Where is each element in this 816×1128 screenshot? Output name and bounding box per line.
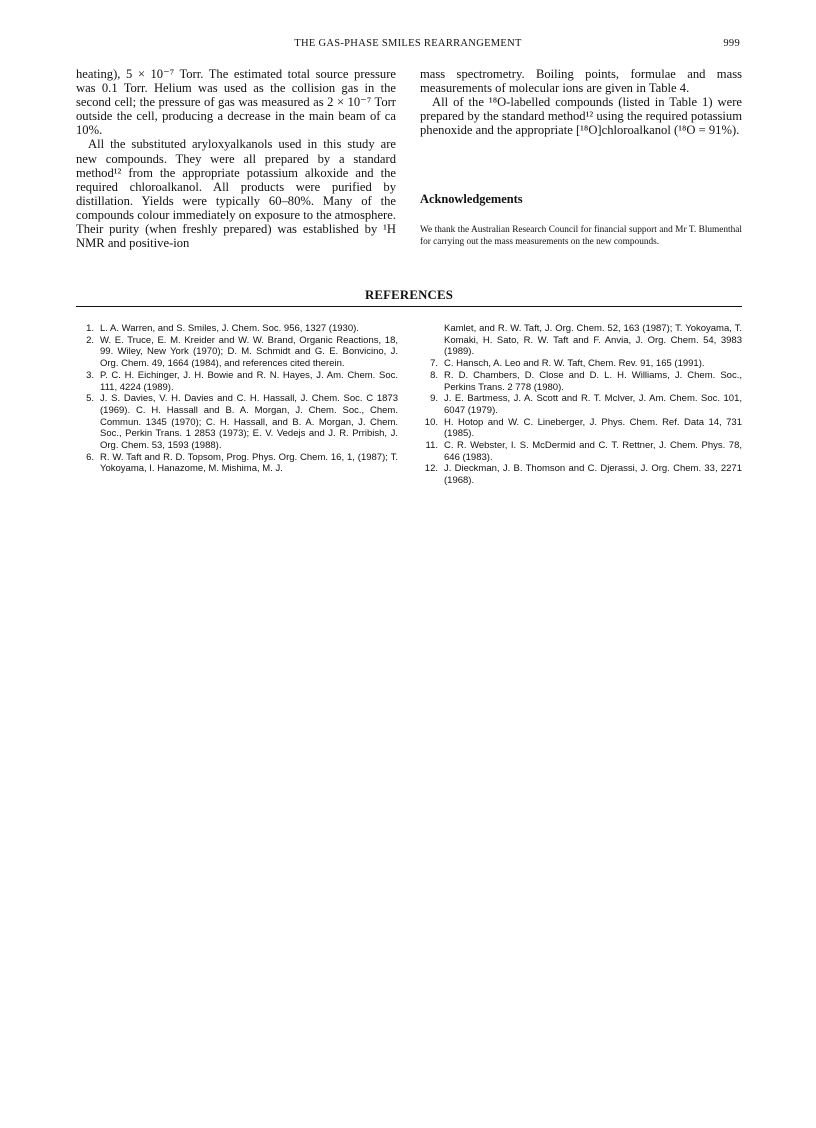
references-left-column (76, 323, 398, 475)
reference-number: 9. (430, 393, 438, 405)
reference-text: R. D. Chambers, D. Close and D. L. H. Williams, J. Chem. Soc., Perkins Trans. 2 778 (1980). (444, 369, 742, 393)
reference-number: 10. (424, 416, 438, 428)
running-title: THE GAS-PHASE SMILES REARRANGEMENT (294, 38, 522, 49)
reference-text: C. Hansch, A. Leo and R. W. Taft, Chem. Rev. 91, 165 (1991). (444, 358, 705, 370)
reference-number: 11. (425, 440, 438, 452)
reference-item (76, 393, 398, 452)
reference-item (420, 417, 742, 440)
reference-number: 3. (86, 369, 94, 381)
reference-number: 1. (86, 323, 94, 334)
reference-text: C. R. Webster, I. S. McDermid and C. T. Rettner, J. Chem. Phys. 78, 646 (1983). (444, 440, 742, 463)
reference-text: J. S. Davies, V. H. Davies and C. H. Hassall, J. Chem. Soc. C 1873 (1969). C. H. Hassall and B. A. Morgan, J. Chem. Soc., Chem. Commun. 1345 (1970); C. H. Hassall, and B. A. Morgan, J. Chem. Soc., Perkin Trans. 1 2853 (1973); E. V. Vedejs and J. R. Prribish, J. Org. Chem. 53, 1593 (1988). (100, 393, 398, 452)
reference-number: 5. (86, 393, 94, 405)
running-head (76, 38, 740, 54)
reference-item (420, 370, 742, 393)
body-right-column (420, 67, 742, 248)
body-paragraph: All the substituted aryloxyalkanols used in this study are new compounds. They were all prepared by a standard method¹² from the appropriate potassium alkoxide and the required chloroalkanol. All products were purified by distillation. Yields were typically 60–80%. Many of the compounds colour immediately on exposure to the atmosphere. Their purity (when freshly prepared) was established by ¹H NMR and positive-ion (76, 137, 396, 251)
reference-text: P. C. H. Eichinger, J. H. Bowie and R. N. Hayes, J. Am. Chem. Soc. 111, 4224 (1989). (100, 369, 398, 393)
reference-text: R. W. Taft and R. D. Topsom, Prog. Phys. Org. Chem. 16, 1, (1987); T. Yokoyama, I. Hanazome, M. Mishima, M. J. (100, 451, 398, 475)
reference-number: 2. (86, 334, 94, 346)
page-number: 999 (723, 38, 740, 49)
reference-text: J. E. Bartmess, J. A. Scott and R. T. McIver, J. Am. Chem. Soc. 101, 6047 (1979). (444, 393, 742, 416)
reference-item (76, 370, 398, 393)
references-right-column (420, 323, 742, 487)
reference-number: 6. (86, 451, 94, 463)
reference-item (76, 323, 398, 335)
reference-item (76, 335, 398, 370)
reference-number: 12. (424, 463, 438, 475)
reference-item (420, 440, 742, 463)
reference-item (420, 358, 742, 370)
references-divider (76, 306, 742, 307)
body-paragraph: All of the ¹⁸O-labelled compounds (listed in Table 1) were prepared by the standard method¹² using the required potassium phenoxide and the appropriate [¹⁸O]chloroalkanol (¹⁸O = 91%). (420, 95, 742, 138)
acknowledgements-text: We thank the Australian Research Council for financial support and Mr T. Blumenthal for carrying out the mass measurements on the new compounds. (420, 225, 742, 248)
acknowledgements-heading: Acknowledgements (420, 192, 523, 206)
reference-text: J. Dieckman, J. B. Thomson and C. Djerassi, J. Org. Chem. 33, 2271 (1968). (444, 463, 742, 487)
reference-number: 7. (430, 358, 438, 370)
reference-text: L. A. Warren, and S. Smiles, J. Chem. Soc. 956, 1327 (1930). (100, 323, 359, 334)
reference-number: 8. (430, 369, 438, 381)
reference-text: H. Hotop and W. C. Lineberger, J. Phys. Chem. Ref. Data 14, 731 (1985). (444, 416, 742, 440)
body-paragraph: mass spectrometry. Boiling points, formulae and mass measurements of molecular ions are given in Table 4. (420, 67, 742, 96)
references-heading: REFERENCES (364, 288, 454, 302)
body-left-column (76, 67, 396, 250)
reference-continuation: Kamlet, and R. W. Taft, J. Org. Chem. 52, 163 (1987); T. Yokoyama, T. Komaki, H. Sato, R. W. Taft and F. Anvia, J. Org. Chem. 54, 3983 (1989). (444, 323, 742, 358)
body-paragraph: heating), 5 × 10⁻⁷ Torr. The estimated total source pressure was 0.1 Torr. Helium was used as the collision gas in the second cell; the pressure of gas was measured as 2 × 10⁻⁷ Torr outside the cell, producing a decrease in the main beam of ca 10%. (76, 67, 396, 138)
reference-text: W. E. Truce, E. M. Kreider and W. W. Brand, Organic Reactions, 18, 99. Wiley, New York (1970); D. M. Schmidt and G. E. Bonvicino, J. Org. Chem. 49, 1664 (1984), and references cited therein. (100, 334, 398, 370)
reference-item (76, 452, 398, 475)
reference-item (420, 393, 742, 416)
reference-item (420, 463, 742, 486)
